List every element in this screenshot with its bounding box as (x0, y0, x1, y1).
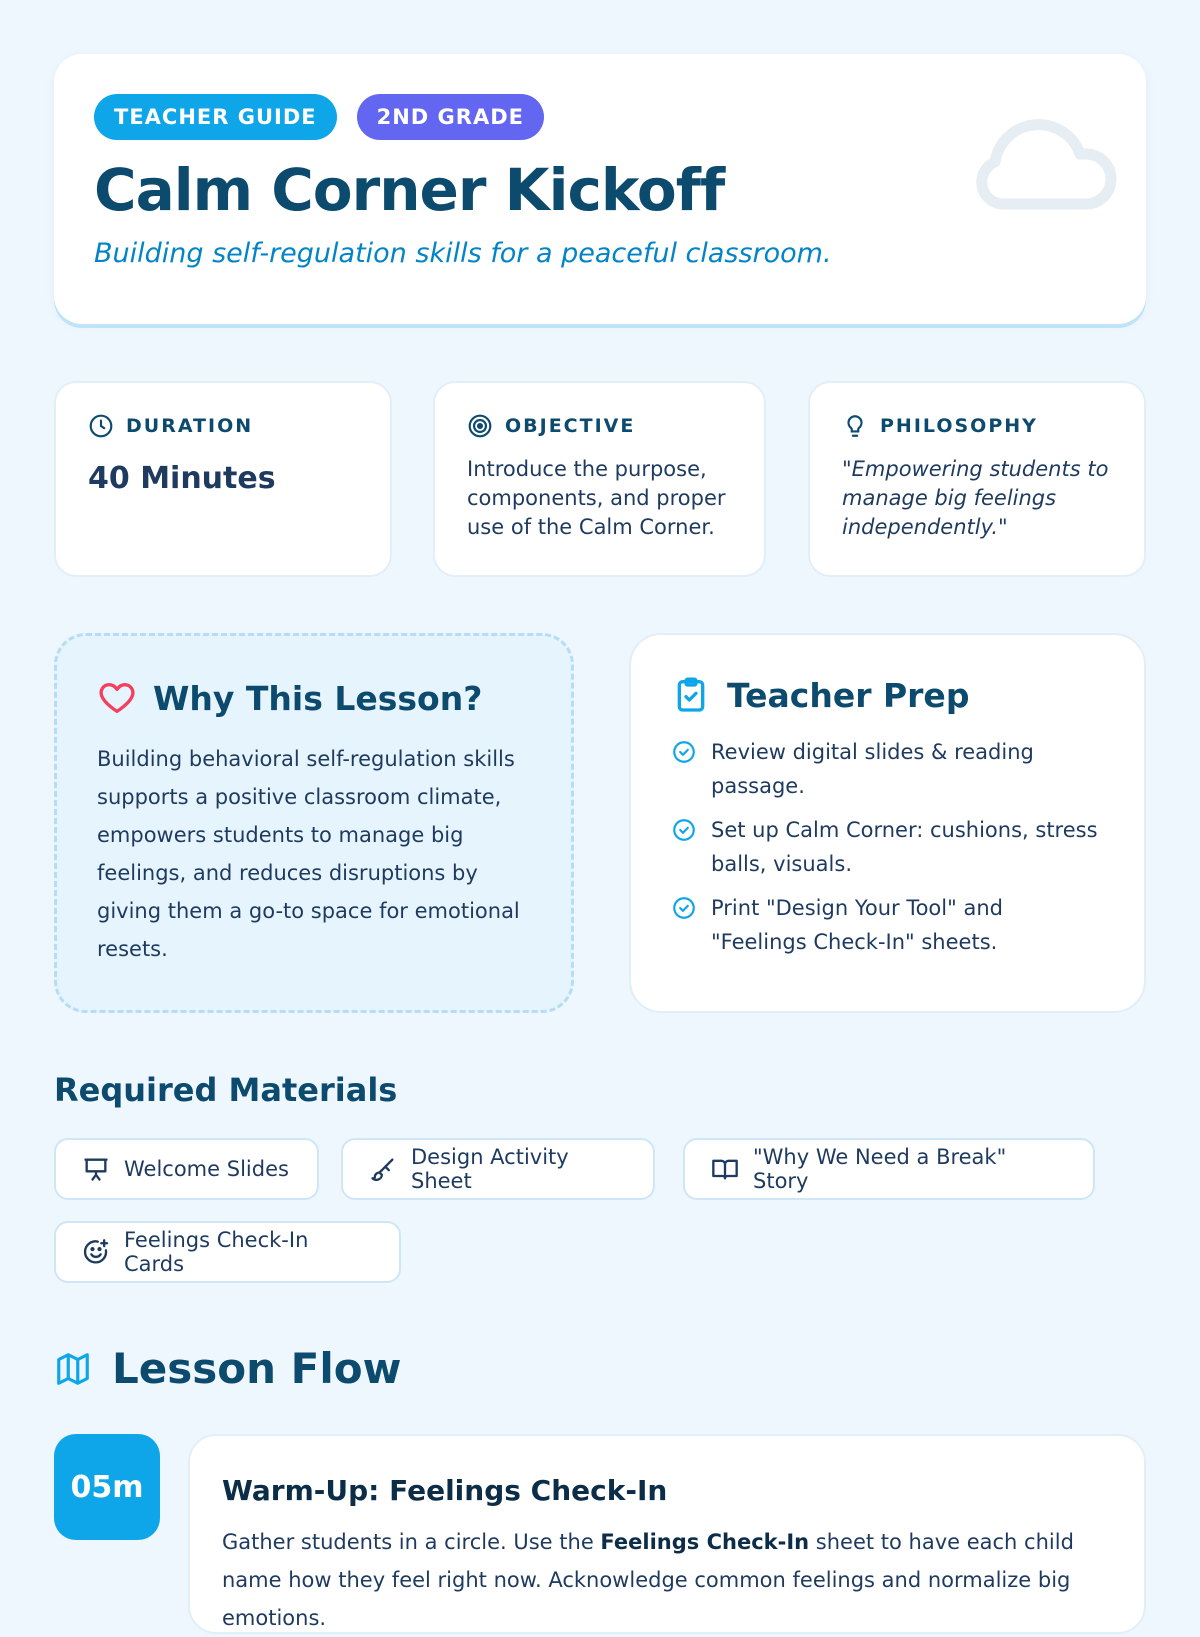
material-label: "Why We Need a Break" Story (753, 1145, 1007, 1193)
clock-icon (88, 413, 114, 439)
target-icon (467, 413, 493, 439)
material-chip-welcome-slides (54, 1138, 319, 1200)
check-circle-icon (671, 895, 697, 921)
prep-list (671, 735, 1104, 959)
lesson-flow-title: Lesson Flow (112, 1344, 402, 1393)
check-circle-icon (671, 739, 697, 765)
teacher-guide-badge: TEACHER GUIDE (94, 94, 337, 140)
teacher-prep-panel (629, 633, 1146, 1013)
philosophy-label: PHILOSOPHY (880, 415, 1038, 437)
clipboard-check-icon (671, 675, 711, 715)
list-item (671, 813, 1104, 881)
why-text: Building behavioral self-regulation skills supports a positive classroom climate, empowers students to manage big feelings, and reduces disruptions by giving them a go-to space for emotional resets. (97, 747, 520, 961)
step-text (222, 1523, 1112, 1637)
book-icon (711, 1155, 739, 1183)
map-icon (54, 1350, 92, 1388)
why-title: Why This Lesson? (153, 678, 483, 718)
prep-item-text: Review digital slides & reading passage. (711, 740, 1034, 798)
materials-title: Required Materials (54, 1071, 398, 1109)
step-text-after: sheet to have each child name how they feel right now. Acknowledge common feelings and normalize big emotions. (222, 1530, 1074, 1630)
grade-badge: 2ND GRADE (357, 94, 544, 140)
philosophy-card (808, 381, 1146, 577)
why-this-lesson-panel (54, 633, 574, 1013)
lesson-guide-page (54, 54, 1146, 1630)
material-chip-story (683, 1138, 1095, 1200)
prep-item-text: Print "Design Your Tool" and "Feelings Check-In" sheets. (711, 896, 1003, 954)
material-chip-feelings-cards (54, 1221, 401, 1283)
objective-text: Introduce the purpose, components, and proper use of the Calm Corner. (467, 457, 726, 539)
lesson-flow-header (54, 1344, 401, 1393)
info-card-row (54, 381, 1146, 577)
step-text-before: Gather students in a circle. Use the (222, 1530, 601, 1554)
list-item (671, 735, 1104, 803)
step-text-bold: Feelings Check-In (600, 1530, 810, 1554)
list-item (671, 891, 1104, 959)
material-label: Feelings Check-In Cards (124, 1228, 309, 1276)
presentation-icon (82, 1155, 110, 1183)
prep-title: Teacher Prep (727, 675, 970, 715)
smile-icon (82, 1238, 110, 1266)
philosophy-text: "Empowering students to manage big feelings independently." (842, 457, 1109, 539)
objective-label: OBJECTIVE (505, 415, 636, 437)
badge-row (94, 94, 1106, 140)
page-subtitle: Building self-regulation skills for a peaceful classroom. (94, 238, 832, 269)
material-chip-design-sheet (341, 1138, 655, 1200)
page-title: Calm Corner Kickoff (94, 156, 725, 224)
material-label: Welcome Slides (124, 1157, 289, 1181)
lightbulb-icon (842, 413, 868, 439)
objective-card (433, 381, 766, 577)
header-card (54, 54, 1146, 324)
duration-label: DURATION (126, 415, 254, 437)
step-time-badge: 05m (54, 1434, 160, 1540)
prep-item-text: Set up Calm Corner: cushions, stress balls, visuals. (711, 818, 1098, 876)
lesson-step-card (188, 1434, 1146, 1634)
step-title: Warm-Up: Feelings Check-In (222, 1474, 668, 1507)
check-circle-icon (671, 817, 697, 843)
material-label: Design Activity Sheet (411, 1145, 569, 1193)
cloud-icon (956, 104, 1116, 214)
heart-icon (97, 678, 137, 718)
duration-value: 40 Minutes (88, 461, 276, 496)
duration-card (54, 381, 392, 577)
brush-icon (369, 1155, 397, 1183)
